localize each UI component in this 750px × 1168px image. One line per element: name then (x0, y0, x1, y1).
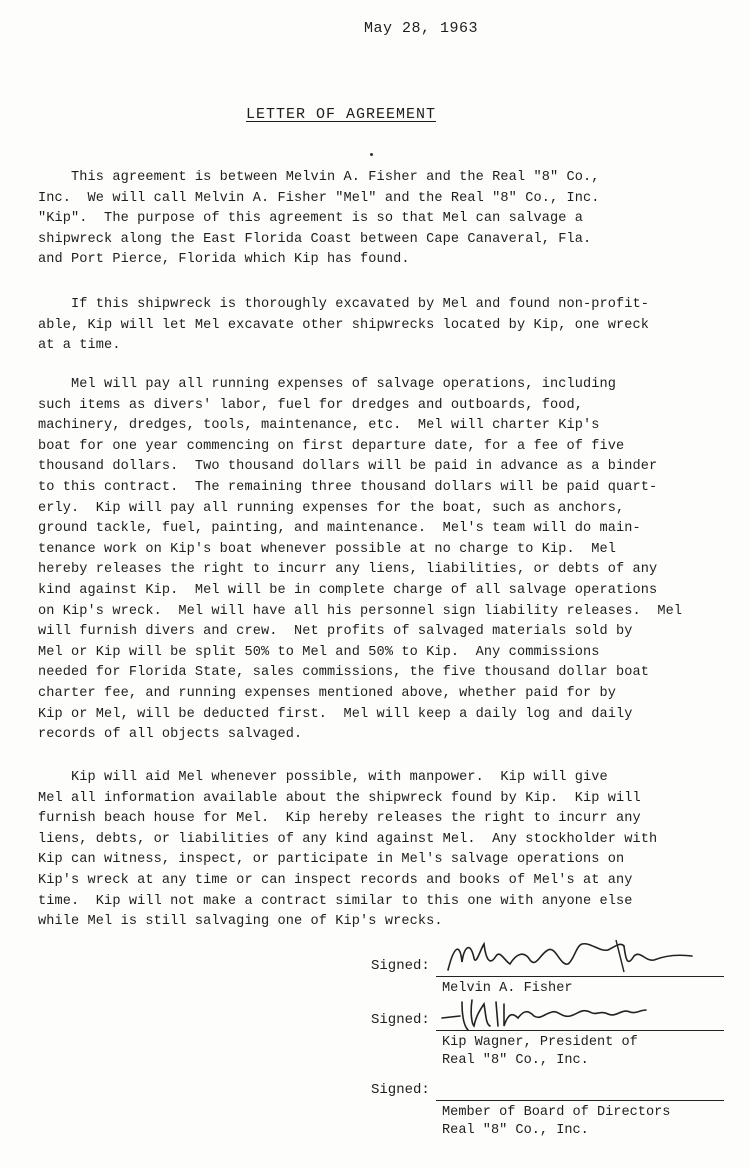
paragraph-mel-obligations: Mel will pay all running expenses of salvage operations, including such items as divers' labor, fuel for dredges and outboards, food, machinery, dredges, tools, maintenance, etc. Mel will charter Kip's boat for one year commencing on first departure date, for a fee of five thousand dollars. Two thousand dollars will be paid in advance as a binder to this contract. The remaining three thousand dollars will be paid quart- erly. Kip will pay all running expenses for the boat, such as anchors, ground tackle, fuel, painting, and maintenance. Mel's team will do main- tenance work on Kip's boat whenever possible at no charge to Kip. Mel hereby releases the right to incurr any liens, liabilities, or debts of any kind against Kip. Mel will be in complete charge of all salvage operations on Kip's wreck. Mel will have all his personnel sign liability releases. Mel will furnish divers and crew. Net profits of salvaged materials sold by Mel or Kip will be split 50% to Mel and 50% to Kip. Any commissions needed for Florida State, sales commissions, the five thousand dollar boat charter fee, and running expenses mentioned above, whether paid for by Kip or Mel, will be deducted first. Mel will keep a daily log and daily records of all objects salvaged. (38, 377, 683, 743)
paragraph-kip-obligations: Kip will aid Mel whenever possible, with manpower. Kip will give Mel all information available about the shipwreck found by Kip. Kip will furnish beach house for Mel. Kip hereby releases the right to incurr any liens, debts, or liabilities of any kind against Mel. Any stockholder with Kip can witness, inspect, or participate in Mel's salvage operations on Kip's wreck at any time or can inspect records and books of Mel's at any time. Kip will not make a contract similar to this one with anyone else while Mel is still salvaging one of Kip's wrecks. (38, 770, 658, 930)
signature-label-wagner: Signed: (371, 1012, 430, 1028)
signature-line-board (436, 1100, 724, 1101)
ink-speck (370, 153, 373, 156)
signature-label-board: Signed: (371, 1082, 430, 1098)
signature-line-fisher (436, 976, 724, 977)
signature-line-wagner (436, 1030, 724, 1031)
signer-name-board: Member of Board of Directors Real "8" Co., Inc. (442, 1105, 671, 1138)
paragraph-other-wrecks: If this shipwreck is thoroughly excavated by Mel and found non-profit- able, Kip will let Mel excavate other shipwrecks located by Kip, one wreck at a time. (38, 297, 650, 354)
letter-date: May 28, 1963 (364, 20, 479, 37)
signer-name-fisher: Melvin A. Fisher (442, 981, 573, 996)
letter-title: LETTER OF AGREEMENT (246, 106, 437, 123)
signer-name-wagner: Kip Wagner, President of Real "8" Co., Inc. (442, 1035, 638, 1068)
signature-label-fisher: Signed: (371, 958, 430, 974)
paragraph-parties: This agreement is between Melvin A. Fisher and the Real "8" Co., Inc. We will call Melvin A. Fisher "Mel" and the Real "8" Co., Inc. "Kip". The purpose of this agreement is so that Mel can salvage a shipwreck along the East Florida Coast between Cape Canaveral, Fla. and Port Pierce, Florida which Kip has found. (38, 170, 600, 268)
